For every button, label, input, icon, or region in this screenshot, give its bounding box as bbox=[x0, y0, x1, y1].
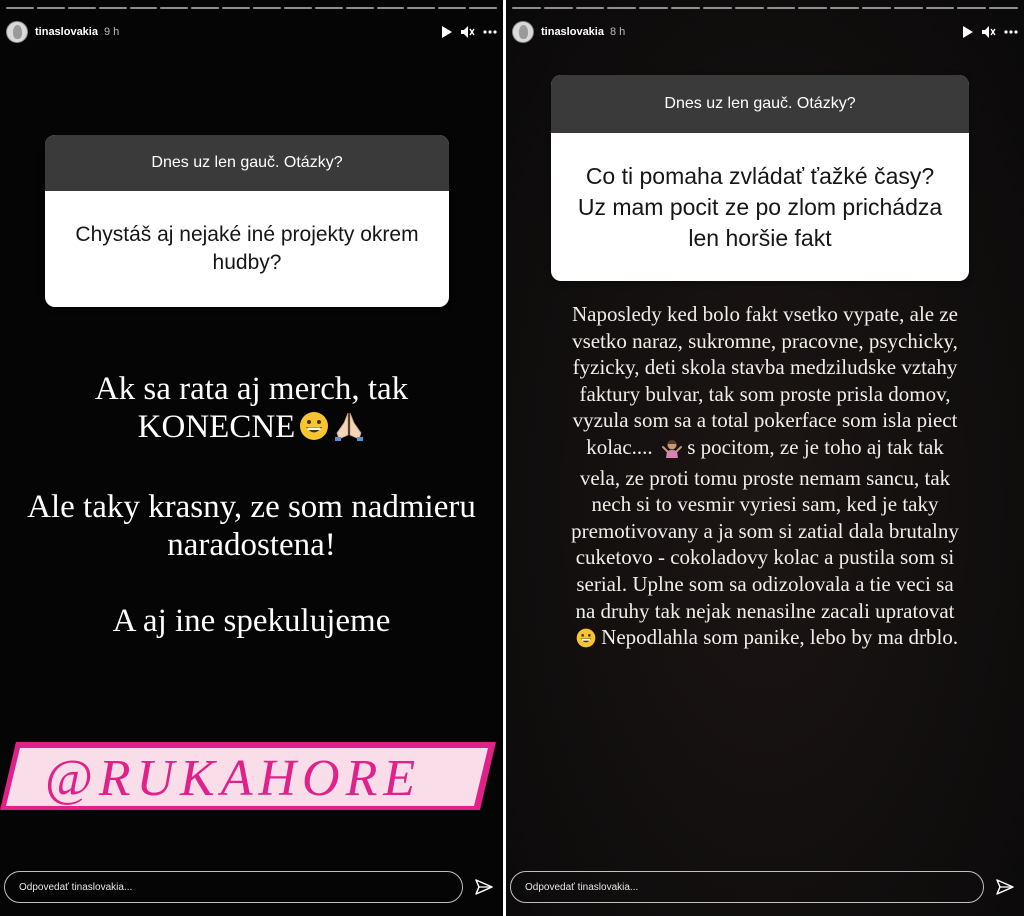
progress-segment bbox=[315, 7, 343, 9]
mute-icon[interactable] bbox=[461, 25, 475, 39]
answer-paragraph: Nepodlahla som panike, lebo by ma drblo. bbox=[601, 625, 959, 650]
reply-input[interactable]: Odpovedať tinaslovakia... bbox=[510, 871, 984, 903]
story-header bbox=[6, 18, 497, 46]
progress-segment bbox=[926, 7, 955, 9]
progress-segment bbox=[191, 7, 219, 9]
progress-segment bbox=[894, 7, 923, 9]
question-sticker bbox=[551, 75, 969, 281]
progress-segment bbox=[671, 7, 700, 9]
question-sticker bbox=[45, 135, 449, 307]
progress-segment bbox=[37, 7, 65, 9]
progress-segment bbox=[767, 7, 796, 9]
username[interactable]: tinaslovakia bbox=[35, 26, 98, 38]
header-controls bbox=[439, 25, 497, 39]
answer-text bbox=[20, 370, 483, 678]
progress-segment bbox=[735, 7, 764, 9]
answer-line: Ak sa rata aj merch, tak KONECNE bbox=[20, 370, 483, 450]
play-icon[interactable] bbox=[960, 25, 974, 39]
progress-segment bbox=[222, 7, 250, 9]
username[interactable]: tinaslovakia bbox=[541, 26, 604, 38]
story-panel-right[interactable] bbox=[506, 0, 1024, 916]
reply-bar bbox=[510, 870, 1020, 904]
question-sticker-header: Dnes uz len gauč. Otázky? bbox=[45, 135, 449, 191]
answer-paragraph: Naposledy ked bolo fakt vsetko vypate, ale ze vsetko naraz, sukromne, pracovne, psychicky, fyzicky, deti skola stavba medziludske vztahy faktury bulvar, tak som proste prisla domov, vyzula som sa a total pokerface som isla piect kolac.... bbox=[571, 302, 959, 459]
progress-segment bbox=[284, 7, 312, 9]
progress-segment bbox=[862, 7, 891, 9]
play-icon[interactable] bbox=[439, 25, 453, 39]
answer-paragraph: s pocitom, ze je toho aj tak tak vela, ze proti tomu proste nemam sancu, tak nech si to vesmir vyriesi sam, ked je taky premotivovany a ja som si zatial dala brutalny cuketovo - cokoladovy kolac a pustila som si serial. Uplne som sa odizolovala a tie veci sa na druhy tak nejak nenasilne zacali upratovat bbox=[571, 434, 959, 623]
progress-segment bbox=[438, 7, 466, 9]
more-icon[interactable] bbox=[1004, 25, 1018, 39]
avatar[interactable] bbox=[6, 21, 28, 43]
progress-segment bbox=[544, 7, 573, 9]
answer-line: Ale taky krasny, ze som nadmieru naradostena! bbox=[27, 489, 476, 563]
progress-segment bbox=[957, 7, 986, 9]
progress-segment bbox=[68, 7, 96, 9]
person-shrugging-emoji bbox=[662, 438, 682, 465]
reply-bar bbox=[4, 870, 499, 904]
answer-text bbox=[566, 301, 964, 655]
grinning-face-emoji bbox=[576, 628, 596, 655]
mention-sticker[interactable] bbox=[0, 740, 498, 812]
story-progress-bar bbox=[6, 7, 497, 9]
progress-segment bbox=[830, 7, 859, 9]
mention-text: @RUKAHORE bbox=[44, 750, 422, 807]
progress-segment bbox=[99, 7, 127, 9]
avatar[interactable] bbox=[512, 21, 534, 43]
progress-segment bbox=[512, 7, 541, 9]
progress-segment bbox=[407, 7, 435, 9]
header-controls bbox=[960, 25, 1018, 39]
progress-segment bbox=[576, 7, 605, 9]
post-time: 9 h bbox=[103, 26, 120, 38]
progress-segment bbox=[6, 7, 34, 9]
send-icon[interactable] bbox=[990, 872, 1020, 902]
progress-segment bbox=[989, 7, 1018, 9]
progress-segment bbox=[469, 7, 497, 9]
question-sticker-header: Dnes uz len gauč. Otázky? bbox=[551, 75, 969, 133]
send-icon[interactable] bbox=[469, 872, 499, 902]
progress-segment bbox=[346, 7, 374, 9]
more-icon[interactable] bbox=[483, 25, 497, 39]
question-text: Chystáš aj nejaké iné projekty okrem hudby? bbox=[75, 223, 419, 274]
progress-segment bbox=[253, 7, 281, 9]
story-header bbox=[512, 18, 1018, 46]
story-progress-bar bbox=[512, 7, 1018, 9]
progress-segment bbox=[798, 7, 827, 9]
mute-icon[interactable] bbox=[982, 25, 996, 39]
progress-segment bbox=[703, 7, 732, 9]
answer-line: A aj ine spekulujeme bbox=[112, 603, 391, 639]
question-text: Co ti pomaha zvládať ťažké časy? Uz mam pocit ze po zlom prichádza len horšie fakt bbox=[577, 162, 943, 251]
grinning-face-emoji bbox=[299, 411, 329, 450]
progress-segment bbox=[607, 7, 636, 9]
post-time: 8 h bbox=[609, 26, 626, 38]
folded-hands-emoji bbox=[333, 411, 365, 450]
reply-input[interactable]: Odpovedať tinaslovakia... bbox=[4, 871, 463, 903]
progress-segment bbox=[639, 7, 668, 9]
progress-segment bbox=[130, 7, 158, 9]
story-panel-left[interactable] bbox=[0, 0, 503, 916]
progress-segment bbox=[160, 7, 188, 9]
progress-segment bbox=[377, 7, 405, 9]
